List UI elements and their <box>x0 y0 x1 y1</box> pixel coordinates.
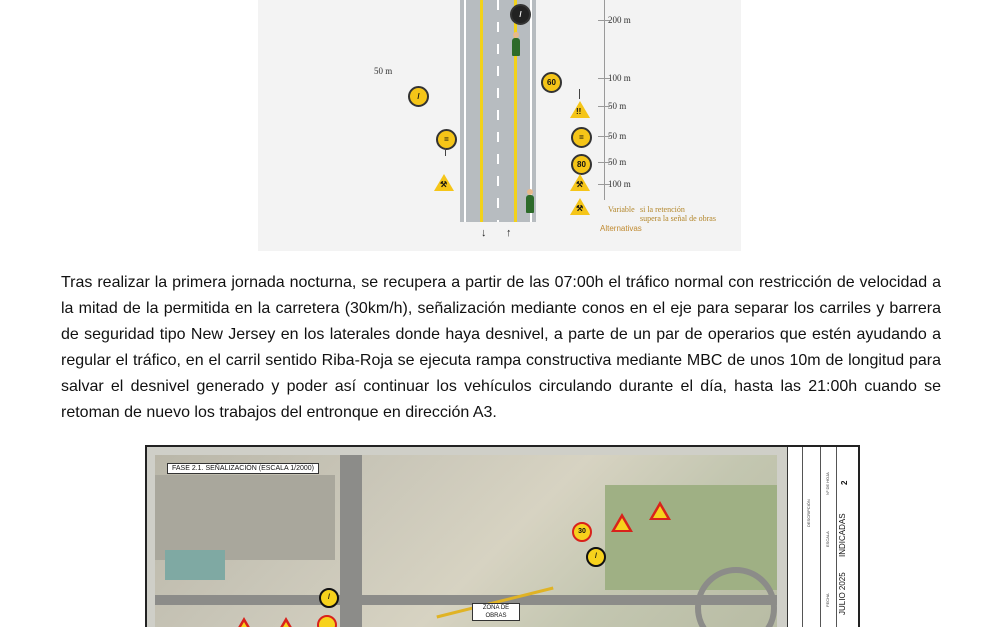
distance-label: 50 m <box>608 101 627 111</box>
phase-label: FASE 2.1. SEÑALIZACIÓN (ESCALA 1/2000) <box>167 463 319 474</box>
lane-marking-dashed <box>497 0 499 222</box>
distance-label: 200 m <box>608 15 631 25</box>
distance-label: 50 m <box>374 66 393 76</box>
roadworks-warning-sign-icon: ⚒ <box>570 174 590 191</box>
plan-drawing <box>145 445 860 627</box>
worker-figure <box>512 38 520 56</box>
aerial-map <box>155 455 777 627</box>
signage-diagram <box>258 0 741 251</box>
sign-post <box>445 148 446 156</box>
sign-post <box>579 89 580 99</box>
narrowing-warning-sign-icon <box>275 617 297 627</box>
end-restriction-sign-icon: / <box>510 4 531 25</box>
arrow-up-icon: ↑ <box>506 227 512 239</box>
speed-limit-80-sign-icon: 80 <box>571 154 592 175</box>
no-overtaking-end-sign-icon: / <box>408 86 429 107</box>
end-restriction-sign-icon: / <box>319 588 339 608</box>
speed-limit-30-sign-icon: 30 <box>572 522 592 542</box>
body-paragraph: Tras realizar la primera jornada nocturna, se recupera a partir de las 07:00h el tráfico normal con restricción de velocidad a la mitad de la permitida en la carretera (30km/h), señalización mediante conos en el eje para separar los carriles y barrera de seguridad tipo New Jersey en los laterales donde haya desnivel, a parte de un par de operarios que estén ayudando a regular el tráfico, en el carril sentido Riba-Roja se ejecuta rampa constructiva mediante MBC de unos 10m de longitud para salvar el desnivel generado y poder así continuar los vehículos circulando durante el día, hasta las 21:00h cuando se retoman de nuevo los trabajos del entronque en dirección A3. <box>61 274 941 421</box>
end-restriction-sign-icon: / <box>586 547 606 567</box>
arrow-down-icon: ↓ <box>481 227 487 239</box>
no-overtaking-sign-icon: = <box>436 129 457 150</box>
map-road <box>155 595 777 605</box>
works-zone-label-line: OBRAS <box>485 613 507 619</box>
urban-area <box>155 475 335 560</box>
distance-ruler <box>604 0 605 200</box>
drawing-title-block <box>787 447 859 627</box>
variable-note: supera la señal de obras <box>640 214 716 223</box>
date-label: FECHA <box>825 593 830 607</box>
distance-label: 50 m <box>608 157 627 167</box>
variable-note: si la retención <box>640 205 685 214</box>
worker-figure <box>526 195 534 213</box>
title-block-divider <box>836 447 837 627</box>
road-lanes <box>460 0 536 222</box>
roadworks-warning-sign-icon: ⚒ <box>434 174 454 191</box>
variable-label: Variable <box>608 205 635 214</box>
pool-area <box>165 550 225 580</box>
narrowing-warning-sign-icon <box>611 513 633 532</box>
roadworks-warning-sign-icon <box>649 501 671 520</box>
scale-label: ESCALA <box>825 531 830 547</box>
sheet-number-value: 2 <box>840 480 849 485</box>
distance-label: 50 m <box>608 131 627 141</box>
title-block-divider <box>802 447 803 627</box>
works-zone-label-line: ZONA DE <box>482 605 510 611</box>
roadworks-warning-sign-icon: ⚒ <box>570 198 590 215</box>
scale-value: INDICADAS <box>838 513 847 557</box>
speed-limit-sign-icon <box>317 615 337 627</box>
lane-marking-yellow <box>480 0 483 222</box>
road-edge-line <box>464 0 466 222</box>
description-label: DESCRIPCIÓN <box>806 499 811 527</box>
alternatives-label: Alternativas <box>600 224 642 233</box>
date-value: JULIO 2025 <box>838 572 847 615</box>
speed-limit-60-sign-icon: 60 <box>541 72 562 93</box>
title-block-divider <box>820 447 821 627</box>
no-overtaking-sign-icon: = <box>571 127 592 148</box>
works-zone-label <box>472 603 520 621</box>
narrowing-warning-sign-icon: !! <box>570 101 590 118</box>
roadworks-warning-sign-icon <box>233 617 255 627</box>
distance-label: 100 m <box>608 73 631 83</box>
distance-label: 100 m <box>608 179 631 189</box>
sheet-number-label: Nº DE HOJA <box>825 472 830 495</box>
